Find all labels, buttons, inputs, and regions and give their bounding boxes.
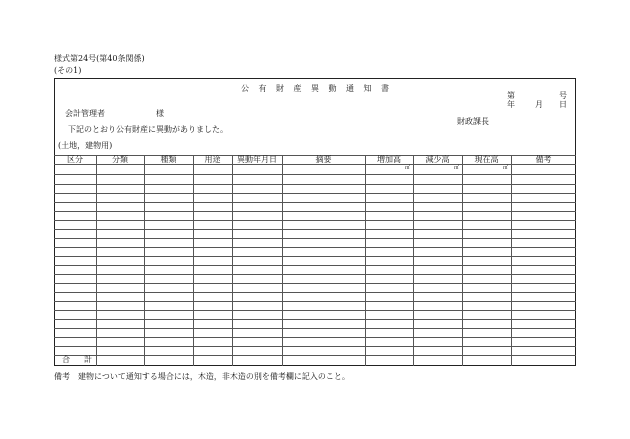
honorific-label: 様 xyxy=(156,109,164,118)
area-unit-label: ㎡ xyxy=(454,165,460,171)
table-column-line xyxy=(413,155,414,366)
date-day-label: 日 xyxy=(559,100,567,109)
column-header: 種類 xyxy=(160,155,177,164)
table-row-line xyxy=(54,328,576,329)
table-row-line xyxy=(54,193,576,194)
column-header: 分類 xyxy=(112,155,128,164)
column-header: 区分 xyxy=(67,155,83,164)
sender-label: 財政課長 xyxy=(457,117,489,126)
document-title: 公有財産異動通知書 xyxy=(241,84,399,93)
table-column-line xyxy=(365,155,366,366)
table-row-line xyxy=(54,174,576,175)
table-row-line xyxy=(54,292,576,293)
message-text: 下記のとおり公有財産に異動がありました。 xyxy=(68,125,228,134)
table-row-line xyxy=(54,247,576,248)
table-row-line xyxy=(54,346,576,347)
form-number-label: 様式第24号(第40条関係) xyxy=(54,54,145,63)
table-row-line xyxy=(54,220,576,221)
table-row-line xyxy=(54,211,576,212)
area-unit-label: ㎡ xyxy=(405,165,411,171)
table-column-line xyxy=(193,155,194,366)
column-header: 用途 xyxy=(204,155,221,164)
table-column-line xyxy=(96,155,97,366)
table-row-line xyxy=(54,337,576,338)
date-month-label: 月 xyxy=(535,100,543,109)
column-header: 増加高 xyxy=(377,155,401,164)
table-column-line xyxy=(232,155,233,366)
table-row-line xyxy=(54,283,576,284)
table-row-line xyxy=(54,310,576,311)
column-header: 備考 xyxy=(535,155,552,164)
area-unit-label: ㎡ xyxy=(503,165,509,171)
total-label: 合 計 xyxy=(62,355,95,364)
column-header: 摘要 xyxy=(315,155,332,164)
form-sub-label: (その1) xyxy=(54,66,82,75)
table-row-line xyxy=(54,355,576,356)
table-row-line xyxy=(54,274,576,275)
note-text: 備考 建物について通知する場合には，木造，非木造の別を備考欄に記入のこと。 xyxy=(54,372,350,381)
table-row-line xyxy=(54,164,576,165)
table-row-line xyxy=(54,256,576,257)
table-column-line xyxy=(144,155,145,366)
table-row-line xyxy=(54,238,576,239)
column-header: 異動年月日 xyxy=(237,155,277,164)
table-row-line xyxy=(54,319,576,320)
number-go-label: 号 xyxy=(559,91,567,100)
date-year-label: 年 xyxy=(507,100,515,109)
table-row-line xyxy=(54,301,576,302)
table-row-line xyxy=(54,202,576,203)
table-row-line xyxy=(54,265,576,266)
recipient-label: 会計管理者 xyxy=(65,109,105,118)
table-row-line xyxy=(54,229,576,230)
notice-form-frame xyxy=(54,78,576,366)
column-header: 減少高 xyxy=(425,155,450,164)
table-column-line xyxy=(462,155,463,366)
table-row-line xyxy=(54,184,576,185)
table-column-line xyxy=(282,155,283,366)
category-label: (土地，建物用) xyxy=(58,141,113,150)
table-column-line xyxy=(511,155,512,366)
column-header: 現在高 xyxy=(474,155,499,164)
number-dai-label: 第 xyxy=(507,91,515,100)
